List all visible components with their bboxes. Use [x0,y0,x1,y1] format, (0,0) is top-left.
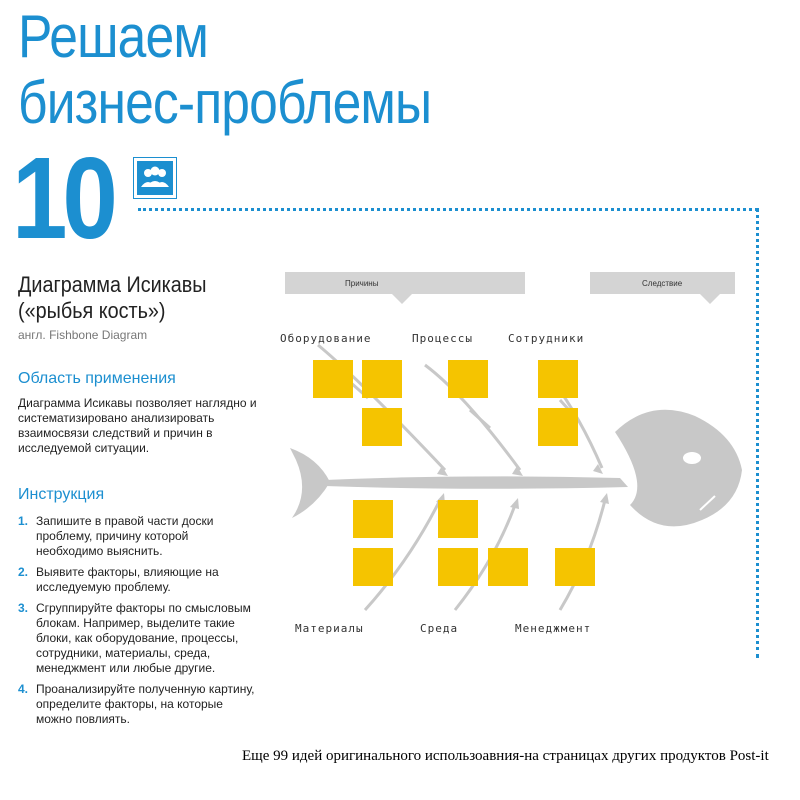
sticky-notes-bottom [353,500,595,586]
causes-tag-label: Причины [345,279,379,288]
sticky-note [353,500,393,538]
sticky-note [448,360,488,398]
fish-tail [290,448,330,518]
sticky-note [488,548,528,586]
method-title-line-2: («рыбья кость») [18,298,166,323]
list-item: 1. Запишите в правой части доски проблему, причину которой необходимо выяснить. [18,514,214,558]
effect-tag-label: Следствие [642,279,683,288]
sticky-note [438,500,478,538]
fish-head [615,410,742,527]
title-line-2: бизнес-проблемы [18,69,432,136]
scope-heading: Область применения [18,370,176,387]
sticky-note [538,360,578,398]
label-staff: Сотрудники [508,332,585,345]
label-processes: Процессы [412,332,473,345]
sticky-note [353,548,393,586]
label-equipment: Оборудование [280,332,372,345]
sticky-note [362,360,402,398]
scope-text: Диаграмма Исикавы позволяет наглядно и систематизировано анализировать взаимосвязи следствий и причин в исследуемой ситуации. [18,396,257,455]
label-materials: Материалы [295,622,364,635]
label-environment: Среда [420,622,459,635]
sticky-note [362,408,402,446]
footer-caption: Еще 99 идей оригинального использоавния-на страницах других продуктов Post-it [242,748,769,764]
instructions-heading: Инструкция [18,486,105,503]
method-subtitle: англ. Fishbone Diagram [18,328,148,342]
idea-number: 10 [12,133,113,263]
effect-tag [590,272,735,304]
list-item: 3. Сгруппируйте факторы по смысловым блокам. Например, выделите такие блоки, как оборудование, процессы, сотрудники, материалы, среда, менеджмент или любые другие. [18,601,251,675]
sticky-note [313,360,353,398]
sticky-note [538,408,578,446]
sticky-note [555,548,595,586]
fish-eye [683,452,701,464]
causes-tag [285,272,525,304]
title-line-1: Решаем [18,3,208,70]
list-item: 4. Проанализируйте полученную картину, определите факторы, на которые можно повлиять. [18,682,255,726]
sticky-notes-top [313,360,578,446]
label-management: Менеджмент [515,622,592,635]
list-item: 2. Выявите факторы, влияющие на исследуемую проблему. [18,565,219,594]
fish-spine [325,476,628,488]
sticky-note [438,548,478,586]
method-title-line-1: Диаграмма Исикавы [18,272,207,297]
